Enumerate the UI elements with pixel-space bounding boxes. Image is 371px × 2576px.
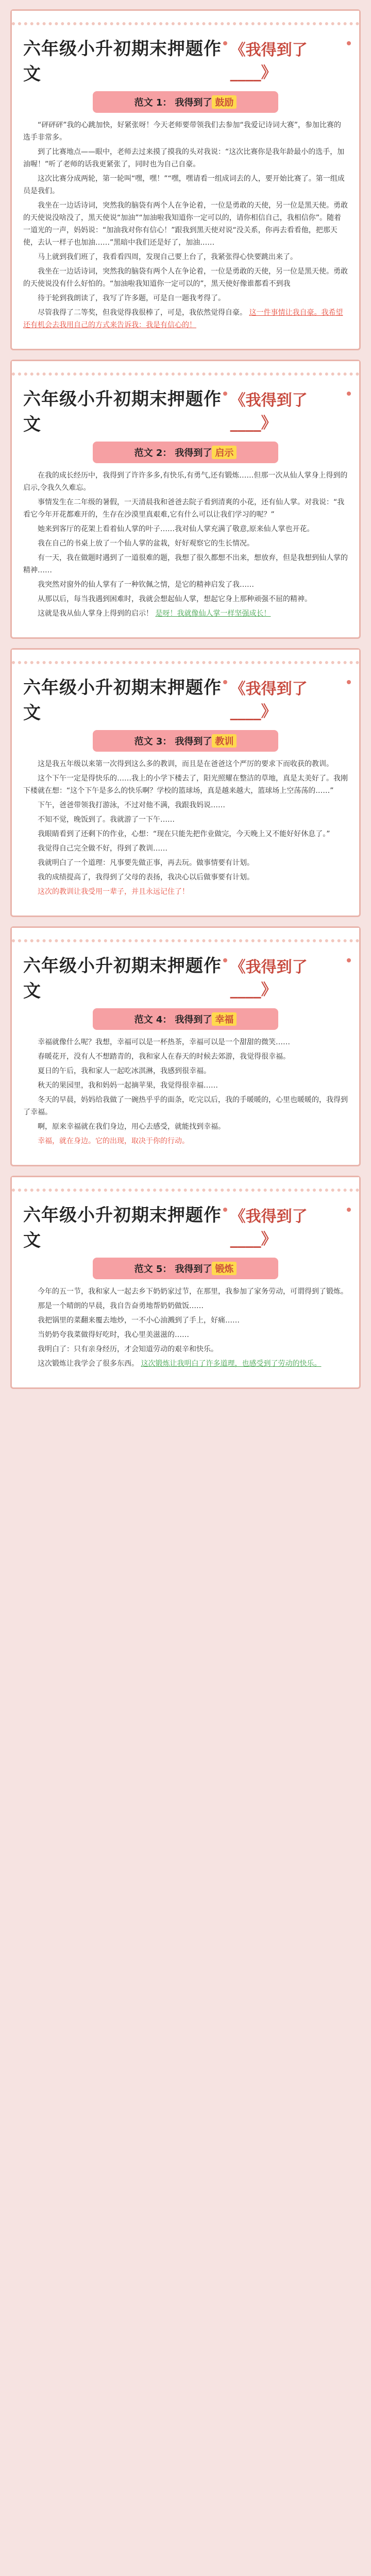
paragraph: 我就明白了一个道理：凡事要先做正事，再去玩。做事情要有计划。 [38, 859, 254, 867]
essay-title-prefix: 我得到了 [175, 1014, 212, 1025]
paragraph-text: 尽管我得了二等奖，但我觉得我很棒了，可是，我依然觉得自豪。 [38, 309, 247, 317]
paragraph: 当奶奶夸我菜做得好吃时，我心里美滋滋的…… [38, 1331, 189, 1339]
paragraph: 我在自己的书桌上放了一个仙人掌的盆栽，好好观察它的生长情况。 [38, 539, 254, 548]
section-foot [20, 622, 351, 628]
paragraph [23, 265, 348, 290]
highlight-text: 是呀！我就像仙人掌一样坚强成长！ [155, 609, 271, 618]
essay-title-prefix: 我得到了 [175, 736, 212, 747]
section-foot [20, 1149, 351, 1156]
paragraph-text: 我坐在一边话诗词，突然我的脑袋有两个人在争论着，一位是勇敢的天使，另一位是黑天使。勇敢的天使说没有什么好怕的。“加油啦我知道你一定可以的”，黑天使好像谁都看不到我 [23, 267, 348, 288]
closing-text: 幸福，就在身边。它的出现，取决于你的行动。 [38, 1137, 189, 1145]
paragraph: 这个下午一定是得快乐的……我上的小学下楼去了，阳光照耀在整洁的草地，真是太美好了。我刚下楼就在想：“这个下午是多么的快乐啊？学校的篮球场，真是越来越大，篮球场上空荡荡的……” [23, 774, 348, 795]
paragraph [23, 607, 348, 620]
essay-card-2 [10, 360, 361, 639]
header-tag: 《我得到了____》 [226, 1202, 348, 1250]
paragraph: 秋天的果园里，我和妈妈一起摘苹果，我觉得很幸福…… [38, 1081, 218, 1090]
highlight-text: 这一件事情让我自豪。我希望还有机会去我用自己的方式来告诉我：我是有信心的！ [23, 309, 343, 329]
paragraph [23, 1358, 348, 1370]
essay-banner [93, 442, 278, 463]
header-title: 六年级小升初期末押题作文 [23, 39, 222, 84]
essay-card-1 [10, 9, 361, 350]
essay-card-3 [10, 648, 361, 917]
paragraph: 我把锅里的菜翻来覆去地炒，一不小心油溅到了手上，好痛…… [38, 1316, 240, 1325]
essay-banner [93, 1008, 278, 1030]
paragraph: 今年的五一节，我和家人一起去乡下奶奶家过节，在那里，我参加了家务劳动，可谓得到了锻炼。 [38, 1287, 348, 1296]
paragraph-text: 这就是我从仙人掌身上得到的启示！ [38, 609, 153, 618]
paragraph: 春暖花开，没有人不想踏青的，我和家人在春天的时候去郊游，我觉得很幸福。 [38, 1053, 290, 1061]
paragraph: 我觉得自己完全做不好，得到了教训…… [38, 844, 167, 853]
card-decoration [12, 361, 359, 376]
card-decoration [12, 650, 359, 664]
paragraph: 我的成绩提高了，我得到了父母的表扬，我决心以后做事要有计划。 [38, 873, 254, 882]
paragraph: 我明白了：只有亲身经历，才会知道劳动的艰辛和快乐。 [38, 1345, 218, 1353]
header-title: 六年级小升初期末押题作文 [23, 956, 222, 1002]
paragraph [23, 307, 348, 331]
header-tag: 《我得到了____》 [226, 953, 348, 1001]
title-row [20, 381, 351, 437]
essay-banner [93, 1258, 278, 1279]
paragraph: 有一天，我在做题时遇到了一道很难的题，我想了很久都想不出来，想放弃，但是我想到仙人掌的精神…… [23, 554, 348, 574]
paragraph-text: 我坐在一边话诗词，突然我的脑袋有两个人在争论着，一位是勇敢的天使，另一位是黑天使。勇敢的天使说没啥没了，黑天使说“加油”“加油啦我知道你一定可以的，请你相信自己，我相信你”。随着一道光的一声，妈妈说：“加油我对你有信心！”跟我到黑天使对说“没关系，你再去看看他，把那天使，去认一样子也加油……”黑暗中我们还是好了，加油…… [23, 201, 348, 247]
card-decoration [12, 11, 359, 25]
essay-label: 范文 5： [134, 1264, 172, 1275]
essay-title-word: 启示 [212, 446, 237, 459]
paragraph: 那是一个晴朗的早晨，我自告奋勇地帮奶奶做饭…… [38, 1302, 204, 1310]
paragraph: 我眼睛看到了还剩下的作业，心想：“现在只能先把作业做完，今天晚上又不能好好休息了。” [38, 830, 330, 838]
paragraph: “砰砰砰”我的心跳加快，好紧张呀！今天老师要带领我们去参加“我爱记诗词大赛”，参加比赛的选手非常多。 [23, 121, 342, 142]
paragraph: 从那以后，每当我遇到困难时，我就会想起仙人掌，想起它身上那种顽强不屈的精神。 [38, 595, 312, 603]
essay-title-word: 幸福 [212, 1012, 237, 1026]
header-tag: 《我得到了____》 [226, 36, 348, 83]
paragraph-text: 这次锻炼让我学会了很多东西。 [38, 1360, 139, 1368]
paragraph: 冬天的早晨，妈妈给我做了一碗热乎乎的面条，吃完以后，我的手暖暖的，心里也暖暖的，我得到了幸福。 [23, 1096, 348, 1116]
essay-card-5 [10, 1176, 361, 1389]
title-row [20, 669, 351, 726]
paragraph-text: 到了比赛地点——眼中，老师去过来摸了摸我的头对我说：“这次比赛你是我年龄最小的选手，加油喔！”听了老师的话我更紧张了，同时也为自己自豪。 [23, 148, 345, 168]
essay-title-prefix: 我得到了 [175, 97, 212, 108]
essay-label: 范文 4： [134, 1014, 172, 1025]
paragraph: 夏日的午后，我和家人一起吃冰淇淋，我感到很幸福。 [38, 1067, 211, 1075]
essay-title-prefix: 我得到了 [175, 448, 212, 459]
essay-label: 范文 1： [134, 97, 172, 108]
paragraph: 幸福就像什么呢？我想，幸福可以是一杯热茶，幸福可以是一个甜甜的微笑…… [38, 1038, 290, 1046]
paragraph: 啊，原来幸福就在我们身边，用心去感受，就能找到幸福。 [38, 1123, 225, 1131]
paragraph: 马上就到我们班了，我看看四周，发现自己要上台了，我紧张得心快要跳出来了。 [38, 253, 297, 261]
essay-label: 范文 2： [134, 448, 172, 459]
paragraph: 我突然对窗外的仙人掌有了一种钦佩之情，是它的精神启发了我…… [38, 581, 254, 589]
header-title: 六年级小升初期末押题作文 [23, 1205, 222, 1251]
section-foot [20, 900, 351, 906]
paragraph: 这是我五年级以来第一次得到这么多的教训，而且是在爸爸这个严厉的要求下而收获的教训。 [38, 760, 333, 768]
paragraph [23, 199, 348, 249]
paragraph: 不知不觉，晚饭到了。我就游了一下午…… [38, 816, 175, 824]
paragraph [23, 146, 348, 171]
essay-title-word: 教训 [212, 734, 237, 748]
essay-title-prefix: 我得到了 [175, 1264, 212, 1275]
essay-title-word: 锻炼 [212, 1262, 237, 1275]
paragraph: 她来到客厅的花架上看着仙人掌的叶子……我对仙人掌充满了敬意,原来仙人掌也开花。 [38, 525, 314, 533]
title-row [20, 30, 351, 87]
essay-banner [93, 730, 278, 752]
card-decoration [12, 1177, 359, 1192]
paragraph: 待于轮到我朗读了，我写了许多题，可是自一题我考得了。 [38, 294, 225, 302]
section-foot [20, 1372, 351, 1378]
paragraph: 事情发生在二年级的暑假，一天清晨我和爸爸去院子看到清爽的小花，还有仙人掌。对我说：“我看它今年开花都难开的，生存在沙漠里真艰难,它有什么可以让我们学习的呢？” [23, 498, 345, 519]
paragraph: 在我的成长经历中，我得到了许许多多,有快乐,有勇气,还有锻炼……但那一次从仙人掌身上得到的启示,令我久久难忘。 [23, 471, 348, 492]
title-row [20, 947, 351, 1004]
essay-title-word: 鼓励 [212, 95, 237, 109]
essay-banner [93, 91, 278, 113]
paragraph: 这次比赛分成两轮，第一轮叫“嘿，嘿！”“嘿，嘿请看一组成词去的人，要开始比赛了。第一组成员是我们。 [23, 175, 345, 195]
title-row [20, 1197, 351, 1253]
header-title: 六年级小升初期末押题作文 [23, 389, 222, 435]
header-tag: 《我得到了____》 [226, 675, 348, 722]
header-title: 六年级小升初期末押题作文 [23, 677, 222, 723]
header-tag: 《我得到了____》 [226, 386, 348, 434]
essay-card-4 [10, 926, 361, 1166]
section-foot [20, 333, 351, 340]
card-decoration [12, 928, 359, 942]
highlight-text: 这次锻炼让我明白了许多道理，也感受到了劳动的快乐。 [141, 1360, 322, 1368]
essay-label: 范文 3： [134, 736, 172, 747]
closing-text: 这次的教训让我受用一辈子，并且永远记住了！ [38, 888, 189, 896]
paragraph: 下午，爸爸带领我打游泳，不过对他不满，我跟我妈说…… [38, 801, 225, 809]
